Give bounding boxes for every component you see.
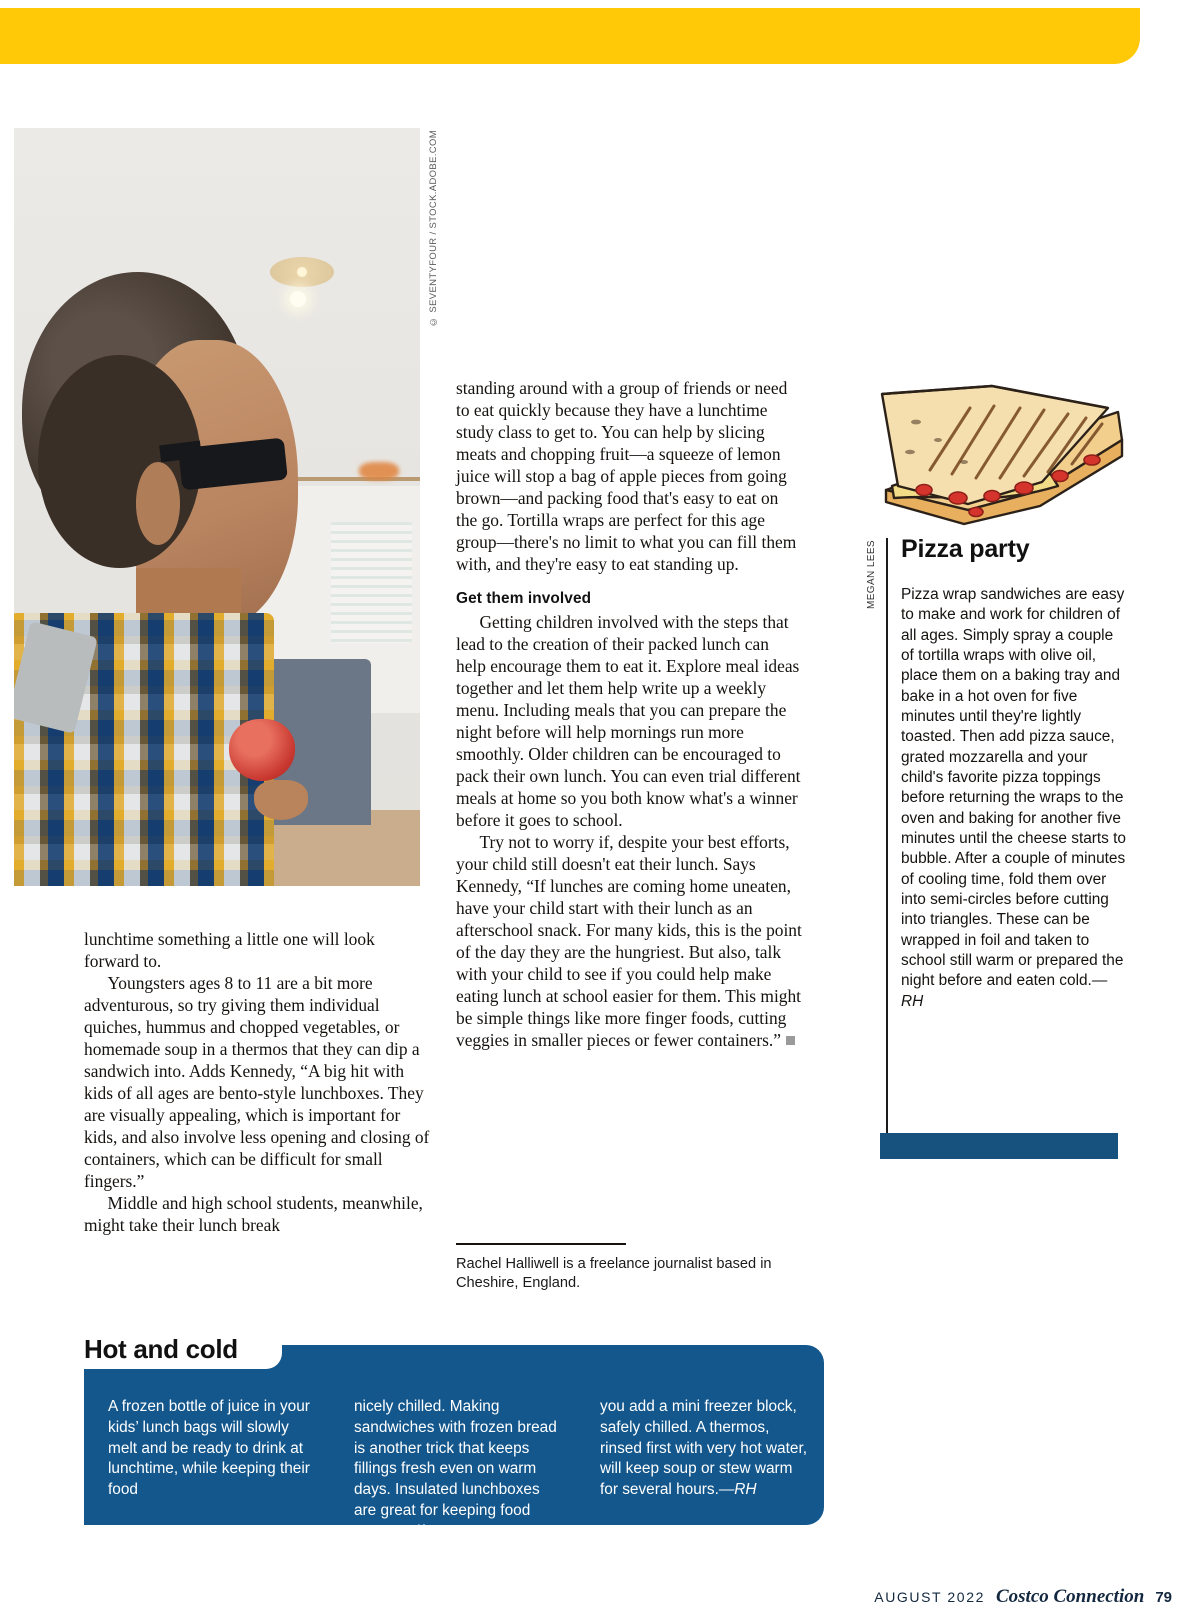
hot-and-cold-initials: —RH bbox=[718, 1481, 757, 1499]
photo-boy-ear bbox=[136, 462, 181, 545]
hot-and-cold-columns bbox=[108, 1397, 808, 1543]
sidebar-body-text: Pizza wrap sandwiches are easy to make and work for children of all ages. Simply spray a couple of tortilla wraps with olive oil, place them on a baking tray and bake in a hot oven for five minutes until they're lightly toasted. Then add pizza sauce, grated mozzarella and your child's favorite pizza toppings before returning the wraps to the oven and baking for another five minutes until the cheese starts to bubble. After a couple of minutes of cooling time, fold them over into semi-circles before cutting into triangles. These can be wrapped in foil and taken to school still warm or prepared the night before and eaten cold. bbox=[901, 586, 1126, 990]
byline-divider bbox=[456, 1243, 626, 1245]
hot-and-cold-column: nicely chilled. Making sandwiches with frozen bread is another trick that keeps fillings fresh even on warm days. Insulated lunchboxes are great for keeping food warm or, if bbox=[354, 1398, 557, 1540]
sidebar-blue-bar bbox=[880, 1133, 1118, 1159]
photo-apple bbox=[229, 719, 295, 781]
page-footer bbox=[874, 1586, 1172, 1608]
photo-boy-hair-back bbox=[38, 355, 200, 567]
paragraph: lunchtime something a little one will look forward to. bbox=[84, 929, 375, 972]
photo-credit: © SEVENTYFOUR / STOCK.ADOBE.COM bbox=[428, 130, 439, 327]
page-number: 79 bbox=[1155, 1589, 1172, 1606]
article-column-left bbox=[84, 928, 430, 1236]
photo-boy-hand bbox=[254, 780, 308, 820]
hot-and-cold-title: Hot and cold bbox=[84, 1334, 238, 1364]
top-yellow-banner bbox=[0, 8, 1140, 64]
paragraph: Youngsters ages 8 to 11 are a bit more adventurous, so try giving them individual quiches, hummus and chopped vegetables, or homemade soup in a thermos that they can dip a sandwich into. Adds Kennedy, “A big hit with kids of all ages are bento-style lunchboxes. They are visually appealing, which is important for kids, and also involve less opening and closing of containers, which can be difficult for small fingers.” bbox=[84, 973, 430, 1192]
hot-and-cold-column bbox=[600, 1397, 808, 1543]
sidebar-body bbox=[901, 585, 1129, 1012]
end-mark-icon bbox=[786, 1036, 795, 1045]
article-column-middle bbox=[456, 377, 802, 1051]
hot-and-cold-column-text: you add a mini freezer block, safely chilled. A thermos, rinsed first with very hot water, will keep soup or stew warm for several hours. bbox=[600, 1398, 807, 1499]
paragraph: Middle and high school students, meanwhile, might take their lunch break bbox=[84, 1193, 423, 1236]
hot-and-cold-column: A frozen bottle of juice in your kids’ lunch bags will slowly melt and be ready to drink at lunchtime, while keeping their food bbox=[108, 1398, 310, 1499]
photo-cabinet-slats bbox=[331, 522, 412, 643]
sidebar-initials: —RH bbox=[901, 972, 1108, 1010]
photo-fruit-bowl bbox=[359, 462, 399, 480]
footer-issue: AUGUST 2022 bbox=[874, 1589, 985, 1605]
author-byline: Rachel Halliwell is a freelance journalist based in Cheshire, England. bbox=[456, 1256, 772, 1291]
footer-magazine-title: Costco Connection bbox=[995, 1586, 1145, 1607]
paragraph bbox=[456, 831, 802, 1051]
section-subhead: Get them involved bbox=[456, 590, 592, 608]
photo-lamp-glow bbox=[290, 291, 306, 307]
illustration-credit: MEGAN LEES bbox=[866, 540, 877, 610]
sidebar-title: Pizza party bbox=[901, 535, 1030, 563]
paragraph-text: Try not to worry if, despite your best efforts, your child still doesn't eat their lunch. Says Kennedy, “If lunches are coming home uneaten, have your child start with their lunch as an afterschool snack. For many kids, this is the point of the day they are the hungriest. But also, talk with your child to see if you could help make eating lunch at school easier for them. This might be simple things like more finger foods, cutting veggies in smaller pieces or fewer containers.” bbox=[456, 831, 802, 1050]
sidebar-vertical-rule bbox=[886, 538, 888, 1138]
hero-photo bbox=[14, 128, 420, 886]
paragraph: Getting children involved with the steps that lead to the creation of their packed lunch can help encourage them to eat it. Explore meal ideas together and let them help write up a weekly menu. Including meals that you can prepare the night before will help mornings run more smoothly. Older children can be encouraged to pack their own lunch. You can even trial different meals at home so you both know what's a winner before it goes to school. bbox=[456, 611, 801, 830]
pizza-wrap-illustration bbox=[872, 378, 1128, 528]
photo-pendant-lamp bbox=[270, 257, 334, 287]
paragraph: standing around with a group of friends or need to eat quickly because they have a lunchtime study class to get to. You can help by slicing meats and chopping fruit—a squeeze of lemon juice will stop a bag of apple pieces from going brown—and packing food that's easy to eat on the go. Tortilla wraps are perfect for this age group—there's no limit to what you can fill them with, and they're easy to eat standing up. bbox=[456, 378, 797, 575]
